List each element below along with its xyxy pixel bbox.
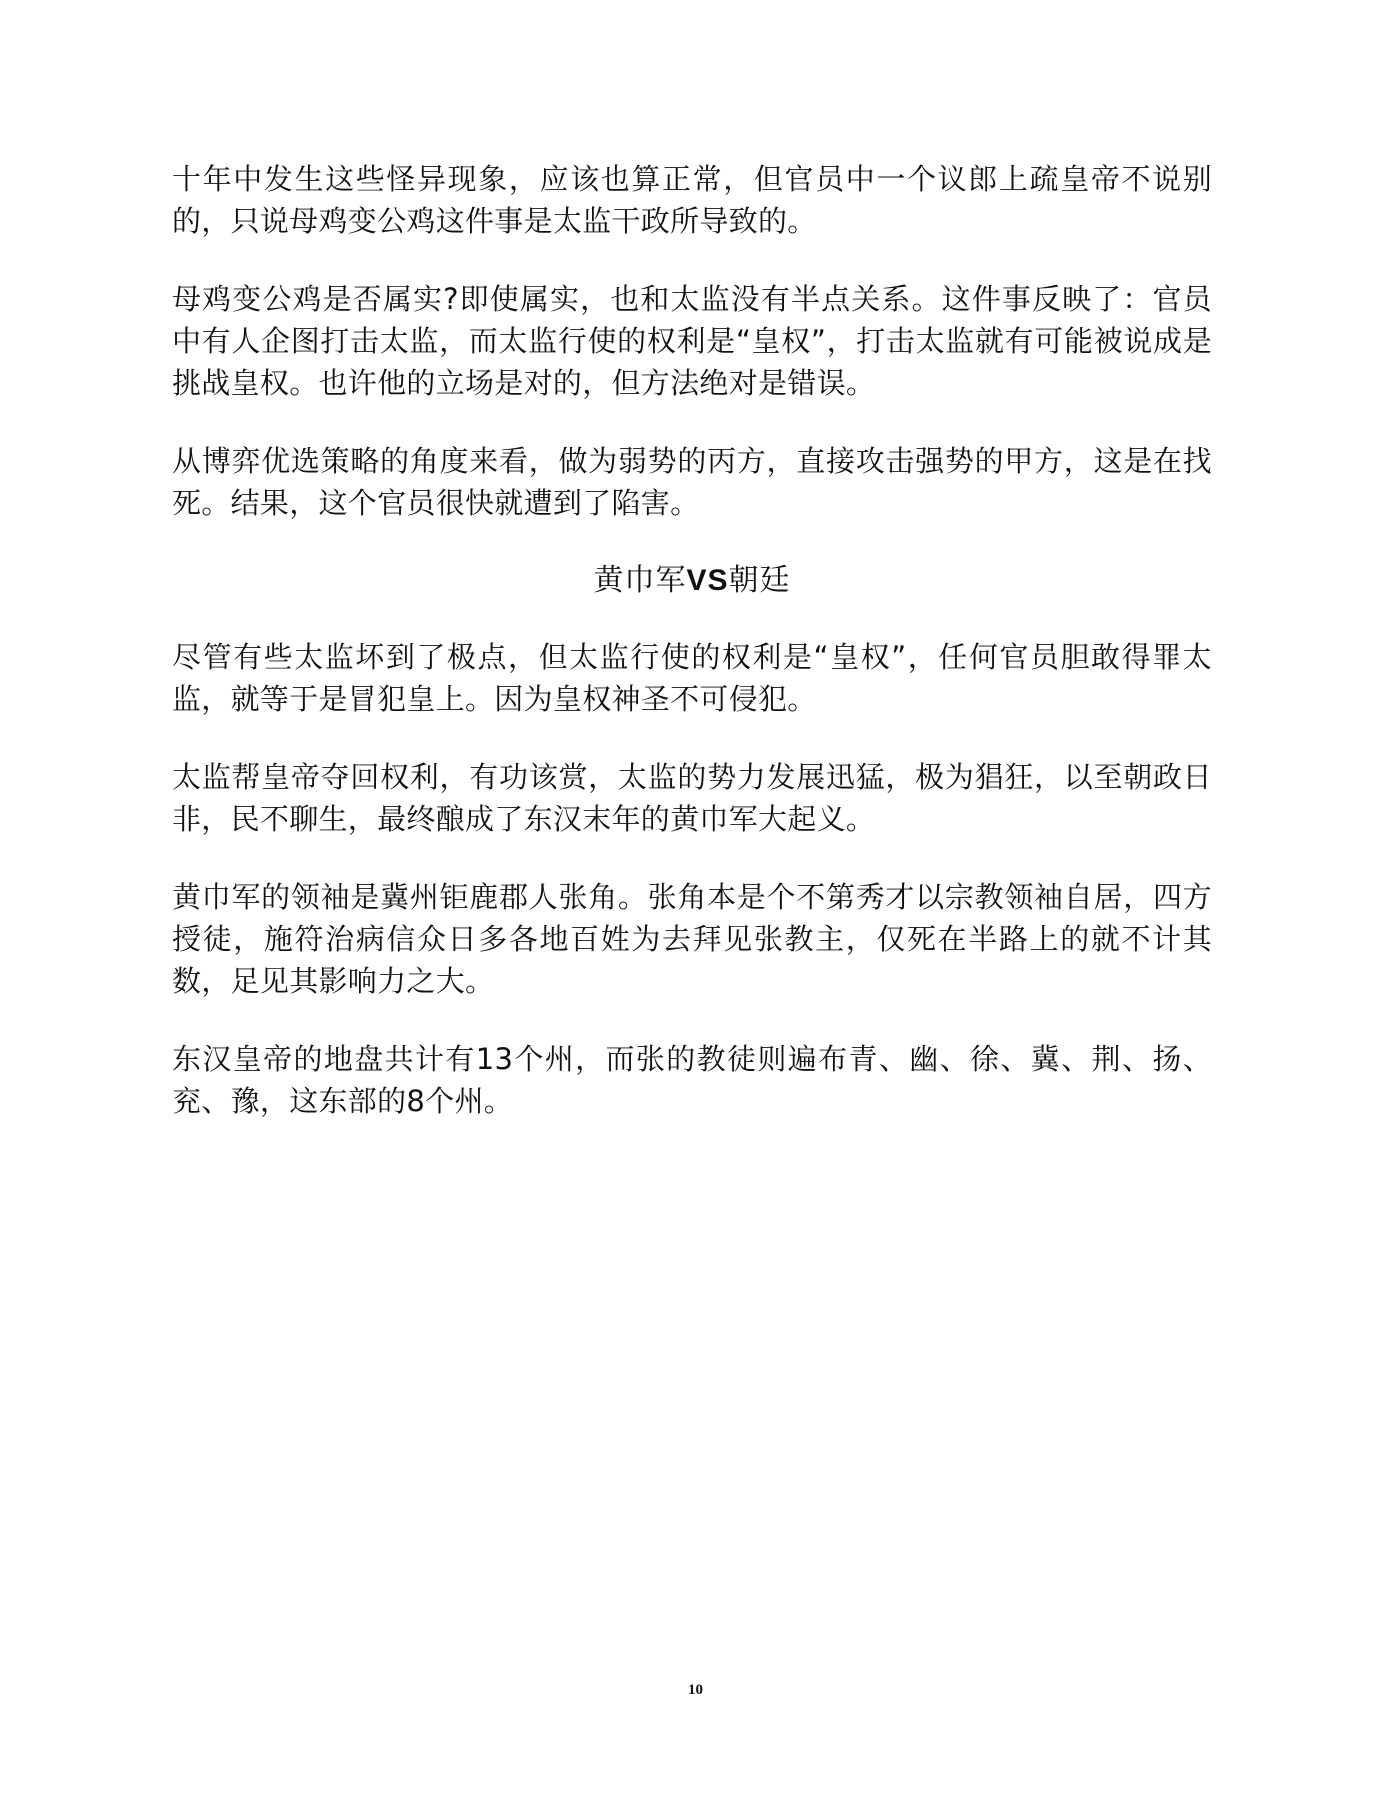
paragraph-6: 黄巾军的领袖是冀州钜鹿郡人张角。张角本是个不第秀才以宗教领袖自居，四方授徒，施符治病信众日多各地百姓为去拜见张教主，仅死在半路上的就不计其数，足见其影响力之大。 bbox=[172, 880, 1212, 998]
section-heading-part-3: 朝廷 bbox=[728, 563, 791, 598]
paragraph-1: 十年中发生这些怪异现象，应该也算正常，但官员中一个议郎上疏皇帝不说别的，只说母鸡变公鸡这件事是太监干政所导致的。 bbox=[172, 162, 1212, 238]
section-heading bbox=[172, 560, 1212, 602]
paragraph-5: 太监帮皇帝夺回权利，有功该赏，太监的势力发展迅猛，极为猖狂，以至朝政日非，民不聊生，最终酿成了东汉末年的黄巾军大起义。 bbox=[172, 760, 1212, 836]
section-heading-part-1: 黄巾军 bbox=[593, 563, 687, 598]
paragraph-3: 从博弈优选策略的角度来看，做为弱势的丙方，直接攻击强势的甲方，这是在找死。结果，这个官员很快就遭到了陷害。 bbox=[172, 444, 1212, 520]
paragraph-7: 东汉皇帝的地盘共计有13个州，而张的教徒则遍布青、幽、徐、冀、荆、扬、兖、豫，这东部的8个州。 bbox=[172, 1042, 1212, 1118]
section-heading-part-2: VS bbox=[686, 564, 729, 597]
paragraph-4: 尽管有些太监坏到了极点，但太监行使的权利是“皇权”，任何官员胆敢得罪太监，就等于是冒犯皇上。因为皇权神圣不可侵犯。 bbox=[172, 640, 1212, 716]
page-content bbox=[172, 158, 1212, 1158]
page-number: 10 bbox=[688, 1682, 703, 1698]
paragraph-2: 母鸡变公鸡是否属实?即使属实，也和太监没有半点关系。这件事反映了：官员中有人企图打击太监，而太监行使的权利是“皇权”，打击太监就有可能被说成是挑战皇权。也许他的立场是对的，但方法绝对是错误。 bbox=[172, 282, 1212, 400]
